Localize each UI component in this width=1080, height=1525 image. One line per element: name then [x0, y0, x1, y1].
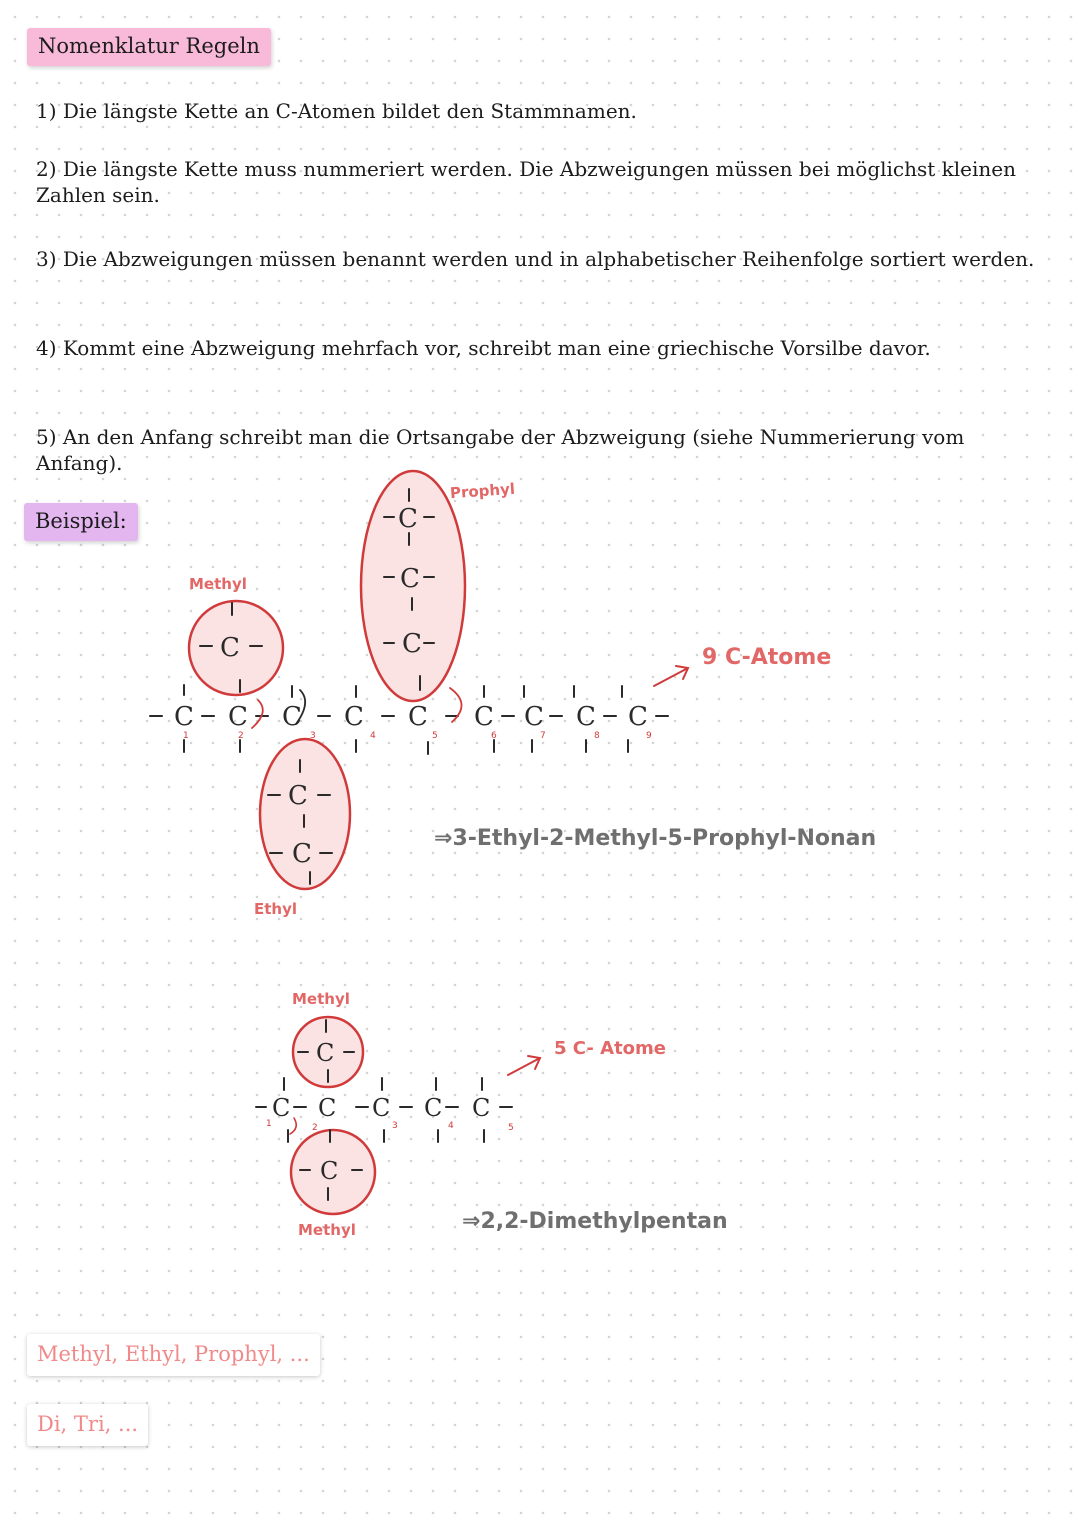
rule-5: 5) An den Anfang schreibt man die Ortsangabe der Abzweigung (siehe Nummerierung vom Anfang). [36, 425, 965, 475]
atom-c8: C [576, 702, 596, 732]
atom-c7: C [524, 702, 544, 732]
svg-text:5: 5 [508, 1123, 514, 1133]
svg-text:3: 3 [310, 731, 316, 741]
svg-text:2: 2 [312, 1123, 318, 1133]
svg-text:C: C [316, 1039, 335, 1067]
note-prefixes: Di, Tri, ... [27, 1404, 148, 1446]
svg-text:8: 8 [594, 731, 600, 741]
svg-text:4: 4 [370, 731, 376, 741]
rule-4: 4) Kommt eine Abzweigung mehrfach vor, schreibt man eine griechische Vorsilbe davor. [36, 336, 931, 360]
atom-ethyl-2: C [292, 839, 312, 869]
atom-ethyl-1: C [288, 781, 308, 811]
atom-c5: C [408, 702, 428, 732]
svg-text:C: C [272, 1094, 291, 1122]
svg-text:C: C [424, 1094, 443, 1122]
arrow-prefix-2: ⇒ [462, 1209, 481, 1234]
methyl-label: Methyl [189, 575, 247, 593]
prophyl-label: Prophyl [449, 479, 516, 503]
result-2 [462, 1209, 728, 1234]
atom-c3: C [282, 702, 302, 732]
page-title: Nomenklatur Regeln [27, 28, 271, 66]
note-branch-names: Methyl, Ethyl, Prophyl, ... [27, 1334, 320, 1376]
atom-c9: C [628, 702, 648, 732]
svg-text:4: 4 [448, 1121, 454, 1131]
svg-text:1: 1 [183, 731, 189, 741]
atom-c2: C [228, 702, 248, 732]
result-1-text: 3-Ethyl-2-Methyl-5-Prophyl-Nonan [452, 826, 877, 851]
svg-text:7: 7 [540, 731, 546, 741]
rule-2: 2) Die längste Kette muss nummeriert werden. Die Abzweigungen müssen bei möglichst kleinen Zahlen sein. [36, 157, 1016, 207]
svg-text:C: C [372, 1094, 391, 1122]
methyl-top-label: Methyl [292, 990, 350, 1008]
atom-c6: C [474, 702, 494, 732]
svg-text:2: 2 [238, 731, 244, 741]
chain-count-2: 5 C- Atome [554, 1038, 667, 1059]
rule-3: 3) Die Abzweigungen müssen benannt werden und in alphabetischer Reihenfolge sortiert werden. [36, 247, 1035, 271]
svg-text:1: 1 [266, 1119, 272, 1129]
svg-text:C: C [472, 1094, 491, 1122]
atom-c1: C [174, 702, 194, 732]
svg-text:9: 9 [646, 731, 652, 741]
chain-1-numbers [183, 731, 652, 741]
atom-methyl: C [220, 633, 240, 663]
atom-c4: C [344, 702, 364, 732]
svg-text:5: 5 [432, 731, 438, 741]
svg-text:6: 6 [491, 731, 497, 741]
example-label: Beispiel: [24, 503, 138, 541]
ethyl-label: Ethyl [254, 900, 298, 918]
arrow-prefix-1: ⇒ [434, 826, 453, 851]
chain-count-1: 9 C-Atome [702, 645, 832, 670]
svg-text:C: C [318, 1094, 337, 1122]
methyl-bottom-label: Methyl [298, 1221, 356, 1239]
svg-text:3: 3 [392, 1121, 398, 1131]
result-2-text: 2,2-Dimethylpentan [480, 1209, 728, 1234]
rule-1: 1) Die längste Kette an C-Atomen bildet den Stammnamen. [36, 99, 637, 123]
atom-prophyl-3: C [402, 629, 422, 659]
atom-prophyl-1: C [398, 504, 418, 534]
atom-prophyl-2: C [400, 564, 420, 594]
result-1 [434, 826, 876, 851]
svg-text:C: C [320, 1157, 339, 1185]
